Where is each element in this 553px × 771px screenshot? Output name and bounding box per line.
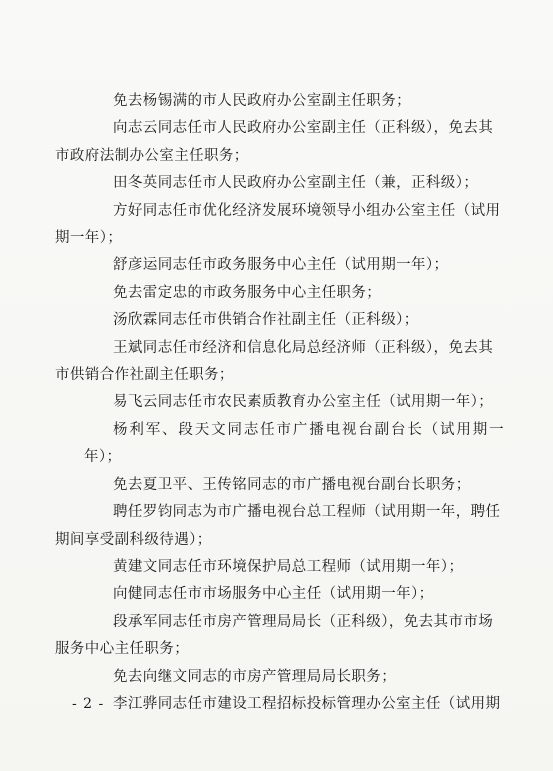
paragraph-line: 市供销合作社副主任职务； [55, 367, 234, 384]
paragraph [84, 691, 504, 718]
paragraph-line: 方好同志任市优化经济发展环境领导小组办公室主任（试用 [113, 202, 501, 219]
paragraph [84, 280, 504, 307]
paragraph [84, 170, 504, 197]
paragraph-line: 聘任罗钧同志为市广播电视台总工程师（试用期一年，聘任 [113, 504, 501, 521]
paragraph-line: 易飞云同志任市农民素质教育办公室主任（试用期一年）； [113, 394, 494, 411]
paragraph-line: 免去向继文同志的市房产管理局局长职务； [113, 668, 397, 685]
paragraph [84, 664, 504, 691]
paragraph [55, 115, 504, 170]
paragraph [84, 389, 504, 416]
paragraph [84, 417, 504, 472]
paragraph-line: 李江骅同志任市建设工程招标投标管理办公室主任（试用期 [113, 695, 501, 712]
paragraph [84, 554, 504, 581]
paragraph [55, 198, 504, 253]
paragraph [84, 307, 504, 334]
paragraph-line: 服务中心主任职务； [55, 641, 190, 658]
paragraph-line: 汤欣霖同志任市供销合作社副主任（正科级）； [113, 312, 419, 329]
paragraph [84, 252, 504, 279]
paragraph-line: 田冬英同志任市人民政府办公室副主任（兼，正科级）； [113, 175, 479, 192]
paragraph-line: 免去雷定忠的市政务服务中心主任职务； [113, 284, 382, 301]
paragraph-line: 黄建文同志任市环境保护局总工程师（试用期一年）； [113, 558, 464, 575]
paragraph [55, 609, 504, 664]
paragraph-line: 杨利军、段天文同志任市广播电视台副台长（试用期一年）； [84, 421, 504, 466]
paragraph [84, 472, 504, 499]
paragraph [84, 581, 504, 608]
paragraph-line: 期间享受副科级待遇）； [55, 531, 212, 548]
paragraph [55, 335, 504, 390]
paragraph-line: 免去夏卫平、王传铭同志的市广播电视台副台长职务； [113, 476, 471, 493]
page-number: - 2 - [72, 696, 105, 712]
document-body [55, 88, 504, 718]
paragraph-line: 期一年）； [55, 230, 123, 247]
paragraph-line: 免去杨锡满的市人民政府办公室副主任职务； [113, 93, 411, 109]
paragraph-line: 向健同志任市市场服务中心主任（试用期一年）； [113, 586, 434, 603]
paragraph-line: 王斌同志任市经济和信息化局总经济师（正科级），免去其 [113, 339, 494, 356]
paragraph-line: 向志云同志任市人民政府办公室副主任（正科级），免去其 [113, 120, 494, 137]
paragraph [84, 88, 504, 115]
paragraph [55, 499, 504, 554]
paragraph-line: 段承军同志任市房产管理局局长（正科级），免去其市市场 [113, 613, 494, 630]
paragraph-line: 舒彦运同志任市政务服务中心主任（试用期一年）； [113, 257, 449, 274]
paragraph-line: 市政府法制办公室主任职务； [55, 147, 249, 164]
